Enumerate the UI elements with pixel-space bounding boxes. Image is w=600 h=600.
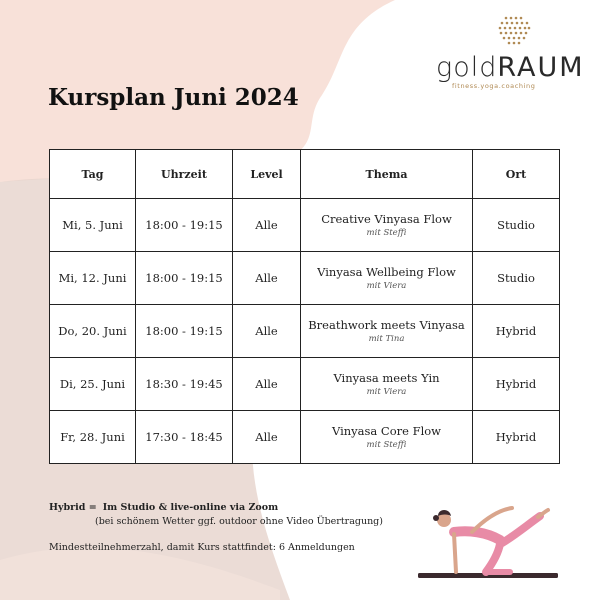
brand-logo: [436, 14, 586, 90]
brand-tagline: fitness.yoga.coaching: [452, 82, 536, 90]
brand-name-bold: RAUM: [497, 52, 585, 83]
topic-trainer: mit Viera: [366, 280, 407, 291]
cell-ort: Hybrid: [473, 305, 560, 358]
hybrid-note: [49, 502, 383, 516]
cell-level: Alle: [233, 411, 301, 464]
cell-ort: Hybrid: [473, 411, 560, 464]
brand-name: [436, 52, 585, 83]
cell-ort: Studio: [473, 252, 560, 305]
yoga-pose-illustration: [414, 496, 564, 582]
cell-ort: Hybrid: [473, 358, 560, 411]
topic-trainer: mit Steffi: [366, 439, 407, 450]
cell-thema: [301, 252, 473, 305]
cell-uhrzeit: 17:30 - 18:45: [136, 411, 233, 464]
cell-uhrzeit: 18:00 - 19:15: [136, 305, 233, 358]
table-row: [50, 411, 560, 464]
cell-thema: [301, 411, 473, 464]
cell-level: Alle: [233, 358, 301, 411]
topic-trainer: mit Tina: [368, 333, 405, 344]
cell-thema: [301, 199, 473, 252]
hybrid-subnote: (bei schönem Wetter ggf. outdoor ohne Video Übertragung): [95, 516, 383, 527]
cell-tag: Di, 25. Juni: [50, 358, 136, 411]
footnotes: [49, 502, 383, 556]
header-tag: Tag: [50, 150, 136, 199]
hybrid-label: Hybrid =: [49, 502, 97, 513]
topic-title: Vinyasa Wellbeing Flow: [317, 264, 456, 279]
header-uhrzeit: Uhrzeit: [136, 150, 233, 199]
cell-thema: [301, 358, 473, 411]
table-row: [50, 199, 560, 252]
header-ort: Ort: [473, 150, 560, 199]
hybrid-definition: Im Studio & live-online via Zoom: [102, 502, 279, 513]
cell-uhrzeit: 18:00 - 19:15: [136, 199, 233, 252]
cell-ort: Studio: [473, 199, 560, 252]
topic-title: Breathwork meets Vinyasa: [308, 317, 465, 332]
cell-uhrzeit: 18:00 - 19:15: [136, 252, 233, 305]
table-row: [50, 252, 560, 305]
topic-trainer: mit Viera: [366, 386, 407, 397]
minimum-participants-note: Mindestteilnehmerzahl, damit Kurs stattfindet: 6 Anmeldungen: [49, 542, 355, 553]
cell-tag: Do, 20. Juni: [50, 305, 136, 358]
table-row: [50, 358, 560, 411]
topic-title: Vinyasa meets Yin: [333, 370, 440, 385]
header-level: Level: [233, 150, 301, 199]
header-thema: Thema: [301, 150, 473, 199]
cell-level: Alle: [233, 252, 301, 305]
table-row: [50, 305, 560, 358]
schedule-table: [49, 149, 560, 464]
table-header-row: [50, 150, 560, 199]
topic-title: Vinyasa Core Flow: [331, 423, 442, 438]
cell-tag: Fr, 28. Juni: [50, 411, 136, 464]
dot-grid-circle-icon: [494, 14, 534, 48]
cell-level: Alle: [233, 305, 301, 358]
cell-uhrzeit: 18:30 - 19:45: [136, 358, 233, 411]
cell-thema: [301, 305, 473, 358]
cell-tag: Mi, 12. Juni: [50, 252, 136, 305]
page-title: Kursplan Juni 2024: [48, 84, 299, 111]
brand-name-light: gold: [436, 52, 498, 83]
cell-level: Alle: [233, 199, 301, 252]
topic-trainer: mit Steffi: [366, 227, 407, 238]
cell-tag: Mi, 5. Juni: [50, 199, 136, 252]
topic-title: Creative Vinyasa Flow: [321, 211, 452, 226]
